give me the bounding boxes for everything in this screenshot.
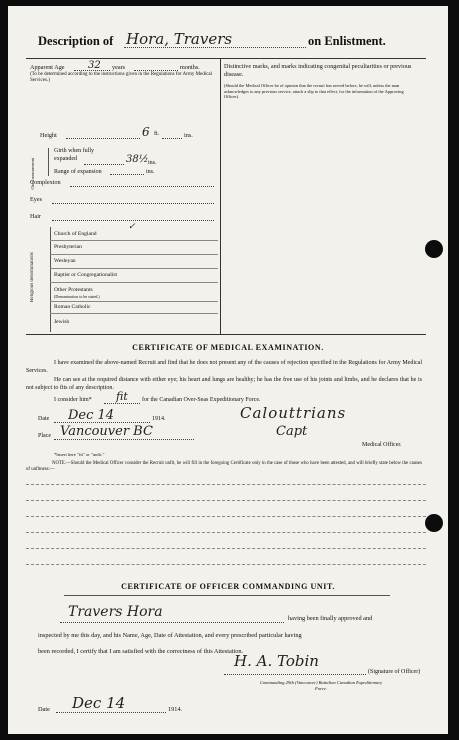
medical-certificate-heading: CERTIFICATE OF MEDICAL EXAMINATION. (132, 343, 324, 352)
religion-jewish: Jewish (54, 319, 70, 325)
height-label: Height (40, 132, 57, 139)
consider-value: fit (116, 390, 128, 403)
signature-of-officer-label: (Signature of Officer) (368, 669, 421, 675)
consider-tail: for the Canadian Over-Seas Expeditionary Force. (142, 397, 261, 403)
officer-line-2: inspected by me this day, and his Name, Age, Date of Attestation, and every prescribed particular having (38, 632, 302, 639)
months-label: months. (180, 64, 200, 71)
girth-label: Girth when fully expanded (54, 148, 94, 162)
distinctive-marks-label: Distinctive marks, and marks indicating congenital peculiarities or previous disease. (224, 63, 412, 78)
religion-presbyterian: Presbyterian (54, 244, 82, 250)
eyes-label: Eyes (30, 196, 43, 203)
complexion-label: Complexion (30, 179, 61, 186)
height-unit: ft. (154, 130, 160, 137)
officer-signature: H. A. Tobin (234, 652, 319, 670)
punch-hole (425, 514, 443, 532)
medical-officer-label: Medical Officer. (362, 442, 402, 448)
religion-checkmark: ✓ (128, 222, 136, 232)
age-note: (To be determined according to the instructions given in the Regulations for Army Medical Services.) (30, 72, 212, 84)
range-label: Range of expansion (54, 169, 102, 175)
chest-label: Chest measurement (30, 158, 35, 190)
ins2-label: ins. (148, 160, 157, 166)
medical-date-label: Date (38, 416, 50, 422)
medical-para-2: He can see at the required distance with either eye; his heart and lungs are healthy; he has the free use of his joints and limbs, and he declares that he is not subject to fits of any description. (26, 377, 422, 391)
officer-recruit-name: Travers Hora (68, 604, 163, 620)
medical-officer-signature: Calouttrians (240, 404, 347, 422)
place-value: Vancouver BC (60, 424, 153, 439)
officer-date-value: Dec 14 (72, 694, 126, 712)
punch-hole (425, 240, 443, 258)
religion-church-of-england: Church of England (54, 231, 97, 237)
officer-line-1-tail: having been finally approved and (288, 615, 373, 622)
form-title-right: on Enlistment. (308, 34, 386, 48)
form-title-left: Description of (38, 34, 114, 48)
insert-note: *Insert here "fit" or "unfit." (54, 452, 105, 457)
medical-year: 1914. (152, 416, 166, 422)
religion-wesleyan: Wesleyan (54, 258, 76, 264)
girth-value: 38½ (126, 154, 149, 165)
height-value: 6 (142, 125, 150, 139)
consider-label: I consider him* (54, 397, 92, 403)
years-label: years (112, 64, 126, 71)
officer-certificate-heading: CERTIFICATE OF OFFICER COMMANDING UNIT. (121, 582, 335, 591)
religion-denomination-note: (Denomination to be stated.) (54, 294, 100, 299)
distinctive-marks-note: (Should the Medical Officer be of opinion that the recruit has served before, he will, unless the man acknowledges to any previous service, attach a slip to that effect, for the information of the Approving Officer). (224, 83, 404, 99)
unfit-note: NOTE.—Should the Medical Officer consider the Recruit unfit, he will fill in the foregoing Certificate only in the case of those who have been attested, and will briefly state below the causes of unfitness:— (26, 461, 422, 472)
commanding-stamp: Commanding 29th (Vancouver) Battalion Canadian Expeditionary Force. (259, 680, 383, 691)
religions-label: Religious denominations (30, 252, 35, 302)
apparent-age-label: Apparent Age (30, 64, 65, 71)
ins3-label: ins. (146, 169, 155, 175)
age-value: 32 (88, 60, 101, 71)
recruit-name: Hora, Travers (126, 30, 233, 48)
officer-year: 1914. (168, 706, 183, 713)
medical-date-value: Dec 14 (68, 408, 115, 423)
religion-roman-catholic: Roman Catholic (54, 304, 91, 310)
officer-date-label: Date (38, 706, 50, 713)
medical-para-1: I have examined the above-named Recruit and find that he does not present any of the causes of rejection specified in the Regulations for Army Medical Services. (26, 360, 422, 374)
ins-label: ins. (184, 132, 193, 139)
religion-other-protestants: Other Protestants (54, 287, 93, 293)
enlistment-form (8, 6, 448, 734)
officer-line-3: been recorded, I certify that I am satisfied with the correctness of this Attestation. (38, 648, 244, 655)
hair-label: Hair (30, 213, 41, 220)
religion-baptist: Baptist or Congregationalist (54, 272, 118, 278)
medical-officer-rank: Capt (276, 424, 308, 439)
place-label: Place (38, 433, 51, 439)
